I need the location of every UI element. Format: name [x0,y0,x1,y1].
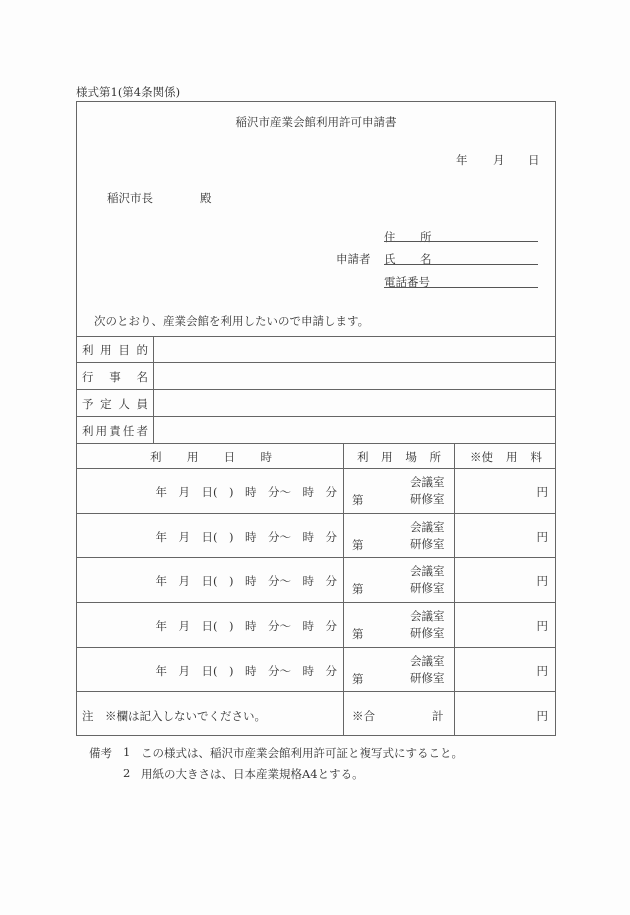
room-number-prefix: 第 [352,627,364,641]
room-type-conference[interactable]: 会議室 [410,654,445,668]
header-char: 用 [186,450,199,464]
divider [76,557,556,558]
total-label-a: ※合 [352,709,375,723]
header-char: 時 [260,450,272,464]
datetime-field[interactable]: 年 月 日( ) 時 分〜 時 分 [155,664,337,678]
total-fee: 円 [536,709,548,723]
header-char: 利 [150,450,162,464]
room-type-training[interactable]: 研修室 [410,671,445,685]
info-label-purpose [82,342,148,358]
divider [76,513,556,514]
form-title: 稲沢市産業会館利用許可申請書 [235,115,397,129]
room-type-training[interactable]: 研修室 [410,581,445,595]
header-char: 場 [405,450,417,464]
date-year: 年 [456,153,468,167]
remark-text: 用紙の大きさは、日本産業規格A4とする。 [141,767,364,781]
expected-attendees-field[interactable] [154,390,555,416]
addressee-name: 稲沢市長 [107,191,153,205]
total-label-b: 計 [432,709,444,723]
divider [76,468,556,469]
fee-field: 円 [536,530,548,544]
header-char: 日 [223,450,236,464]
room-number-prefix: 第 [352,493,364,507]
room-type-conference[interactable]: 会議室 [410,564,445,578]
fee-field: 円 [536,664,548,678]
room-type-training[interactable]: 研修室 [410,626,445,640]
datetime-field[interactable]: 年 月 日( ) 時 分〜 時 分 [155,530,337,544]
header-datetime [150,449,272,465]
divider [76,602,556,603]
label-char: 行 [82,370,94,384]
datetime-field[interactable]: 年 月 日( ) 時 分〜 時 分 [155,574,337,588]
room-type-conference[interactable]: 会議室 [410,520,445,534]
divider [76,691,556,692]
info-label-event-name [82,369,148,385]
header-char: 用 [381,450,393,464]
addressee-honorific: 殿 [200,191,212,205]
divider [454,443,455,736]
room-type-conference[interactable]: 会議室 [410,475,445,489]
room-type-training[interactable]: 研修室 [410,492,445,506]
remarks-label: 備考 [89,746,112,760]
form-number: 様式第1(第4条関係) [76,85,181,99]
date-month: 月 [493,153,505,167]
header-char: 所 [429,450,441,464]
label-char: 予 [82,397,94,411]
address-field[interactable] [384,241,538,242]
header-char: ※使 [470,450,493,464]
label-char: 事 [109,370,121,384]
header-char: 用 [506,450,518,464]
applicant-label: 申請者 [336,252,371,266]
application-statement: 次のとおり、産業会館を利用したいので申請します。 [94,314,370,328]
room-type-training[interactable]: 研修室 [410,537,445,551]
fee-field: 円 [536,574,548,588]
divider [76,647,556,648]
phone-label: 電話番号 [384,275,430,289]
fee-field: 円 [536,485,548,499]
datetime-field[interactable]: 年 月 日( ) 時 分〜 時 分 [155,485,337,499]
label-char: 用 [95,424,108,438]
phone-field[interactable] [384,287,538,288]
divider [343,443,344,736]
label-char: 人 [118,397,130,411]
remark-number: 2 [123,766,131,780]
name-field[interactable] [384,264,538,265]
header-char: 料 [530,450,542,464]
label-char: 的 [136,343,148,357]
label-char: 利 [82,424,94,438]
info-label-expected-attendees [82,396,148,412]
name-label-b: 名 [420,252,432,266]
room-number-prefix: 第 [352,538,364,552]
remark-number: 1 [123,745,131,759]
label-char: 定 [100,397,112,411]
responsible-person-field[interactable] [154,417,555,443]
remark-text: この様式は、稲沢市産業会館利用許可証と複写式にすること。 [141,746,463,760]
info-label-responsible-person [82,423,148,439]
event-name-field[interactable] [154,363,555,389]
date-day: 日 [528,153,540,167]
label-char: 員 [136,397,148,411]
label-char: 任 [122,424,135,438]
room-number-prefix: 第 [352,582,364,596]
label-char: 目 [118,343,130,357]
label-char: 用 [100,343,112,357]
header-char: 利 [357,450,369,464]
room-type-conference[interactable]: 会議室 [410,609,445,623]
label-char: 者 [136,424,148,438]
purpose-field[interactable] [154,337,555,362]
label-char: 責 [109,424,121,438]
address-label-b: 所 [420,230,432,244]
header-place [357,449,441,465]
name-label-a: 氏 [384,252,396,266]
room-number-prefix: 第 [352,672,364,686]
label-char: 名 [136,370,148,384]
fee-field: 円 [536,619,548,633]
header-fee [470,449,542,465]
label-char: 利 [82,343,94,357]
note-text: 注 ※欄は記入しないでください。 [82,709,266,723]
address-label-a: 住 [384,230,396,244]
divider [76,443,556,444]
datetime-field[interactable]: 年 月 日( ) 時 分〜 時 分 [155,619,337,633]
